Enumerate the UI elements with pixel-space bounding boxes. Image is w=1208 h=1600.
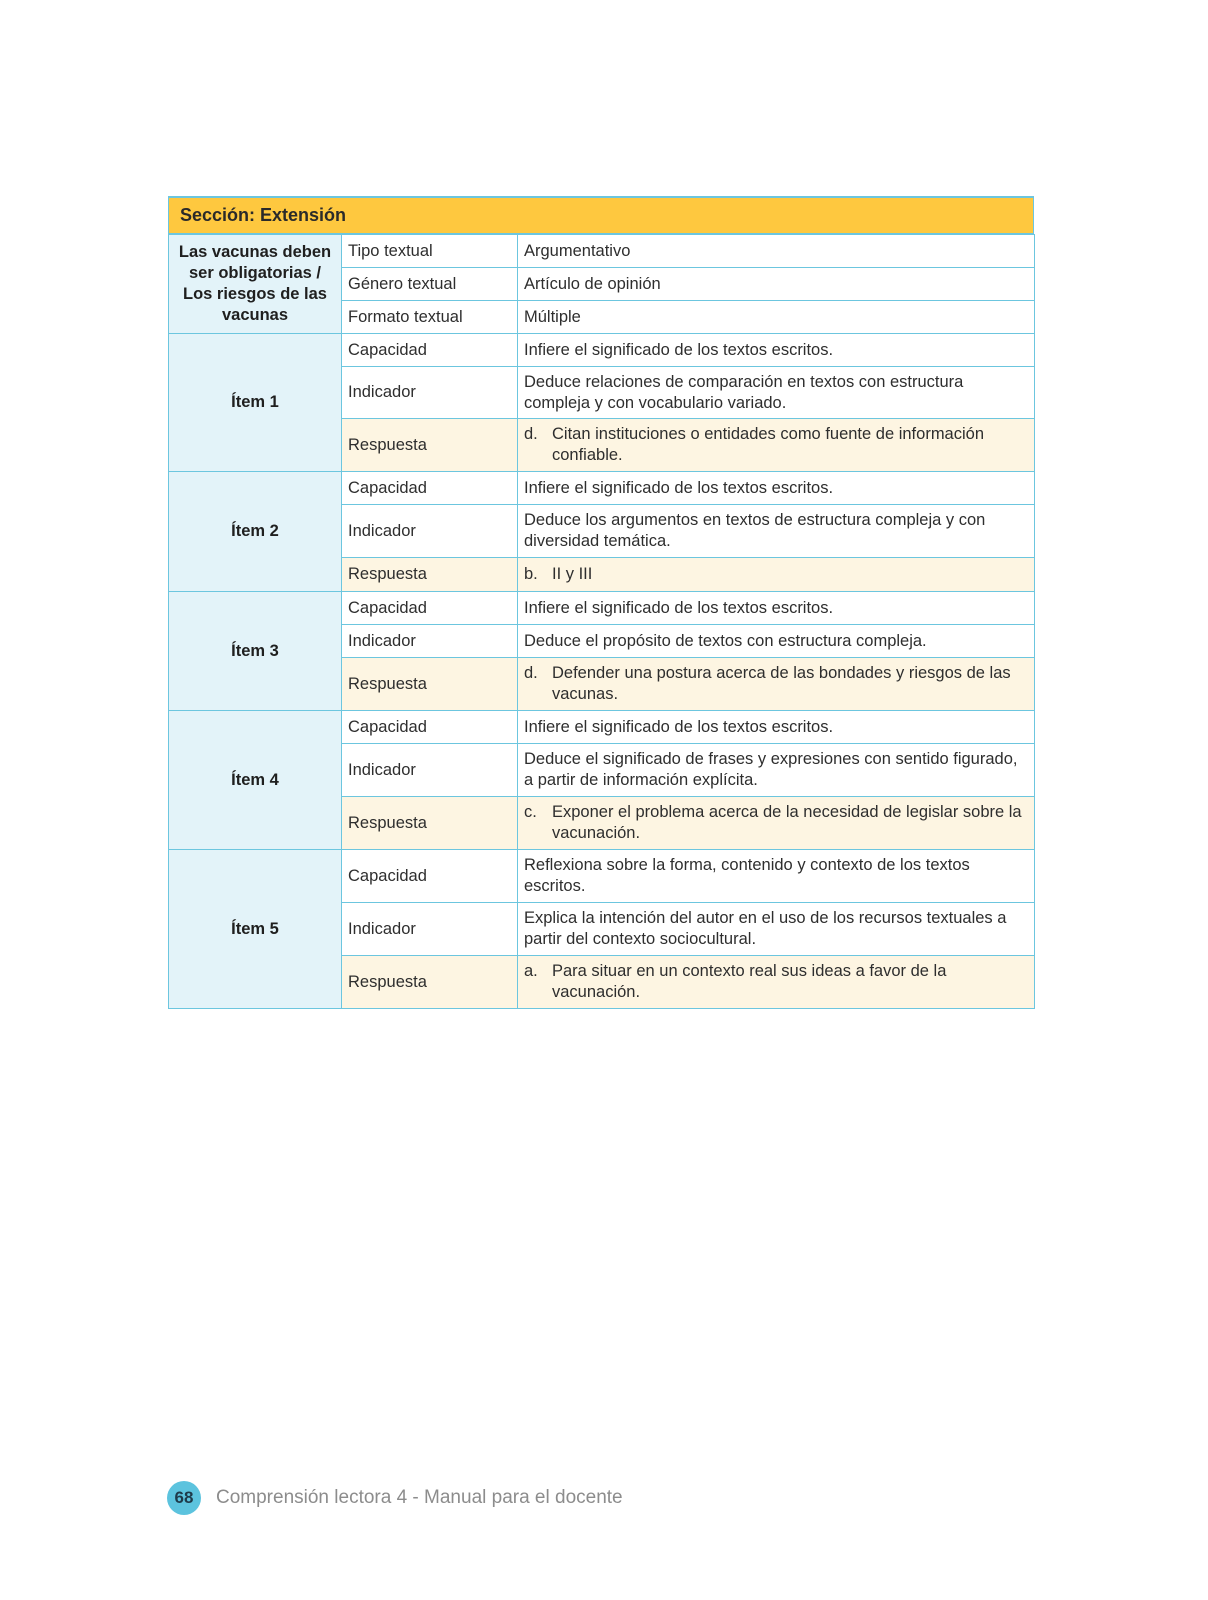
- evaluation-table-sheet: [168, 196, 1034, 1009]
- item-4-name: Ítem 4: [169, 711, 342, 850]
- indicador-label: Indicador: [342, 744, 518, 797]
- answer-text: Para situar en un contexto real sus ideas a favor de la vacunación.: [552, 962, 947, 1001]
- item-3-indicador: Deduce el propósito de textos con estructura compleja.: [518, 625, 1035, 658]
- capacidad-label: Capacidad: [342, 850, 518, 903]
- answer-letter: a.: [524, 962, 538, 980]
- indicador-label: Indicador: [342, 505, 518, 558]
- capacidad-label: Capacidad: [342, 472, 518, 505]
- item-2-respuesta: [518, 558, 1035, 592]
- section-title: Sección: Extensión: [168, 198, 1034, 234]
- item-5-indicador: Explica la intención del autor en el uso de los recursos textuales a partir del contexto sociocultural.: [518, 903, 1035, 956]
- reading-title: Las vacunas deben ser obligatorias / Los riesgos de las vacunas: [169, 235, 342, 334]
- indicador-label: Indicador: [342, 367, 518, 419]
- page-number: 68: [167, 1481, 201, 1515]
- item-5-respuesta: [518, 956, 1035, 1009]
- table-row: [169, 334, 1035, 367]
- footer-title: Comprensión lectora 4 - Manual para el docente: [216, 1487, 623, 1508]
- indicador-label: Indicador: [342, 625, 518, 658]
- item-2-indicador: Deduce los argumentos en textos de estructura compleja y con diversidad temática.: [518, 505, 1035, 558]
- item-3-name: Ítem 3: [169, 592, 342, 711]
- genero-textual-value: Artículo de opinión: [518, 268, 1035, 301]
- answer-text: Citan instituciones o entidades como fuente de información confiable.: [552, 425, 985, 464]
- genero-textual-label: Género textual: [342, 268, 518, 301]
- item-1-name: Ítem 1: [169, 334, 342, 472]
- answer-letter: c.: [524, 803, 537, 821]
- item-2-capacidad: Infiere el significado de los textos escritos.: [518, 472, 1035, 505]
- table-row: [169, 711, 1035, 744]
- item-1-capacidad: Infiere el significado de los textos escritos.: [518, 334, 1035, 367]
- respuesta-label: Respuesta: [342, 658, 518, 711]
- capacidad-label: Capacidad: [342, 711, 518, 744]
- formato-textual-label: Formato textual: [342, 301, 518, 334]
- table-row: [169, 472, 1035, 505]
- answer-letter: d.: [524, 425, 538, 443]
- respuesta-label: Respuesta: [342, 419, 518, 472]
- table-row: [169, 592, 1035, 625]
- answer-letter: b.: [524, 565, 538, 583]
- respuesta-label: Respuesta: [342, 558, 518, 592]
- answer-text: Defender una postura acerca de las bondades y riesgos de las vacunas.: [552, 664, 1011, 703]
- item-1-respuesta: [518, 419, 1035, 472]
- item-1-indicador: Deduce relaciones de comparación en textos con estructura compleja y con vocabulario variado.: [518, 367, 1035, 419]
- respuesta-label: Respuesta: [342, 797, 518, 850]
- item-4-capacidad: Infiere el significado de los textos escritos.: [518, 711, 1035, 744]
- item-5-capacidad: Reflexiona sobre la forma, contenido y contexto de los textos escritos.: [518, 850, 1035, 903]
- formato-textual-value: Múltiple: [518, 301, 1035, 334]
- item-3-respuesta: [518, 658, 1035, 711]
- indicador-label: Indicador: [342, 903, 518, 956]
- answer-text: Exponer el problema acerca de la necesidad de legislar sobre la vacunación.: [552, 803, 1022, 842]
- table-row: [169, 850, 1035, 903]
- table-row: [169, 235, 1035, 268]
- item-4-indicador: Deduce el significado de frases y expresiones con sentido figurado, a partir de información explícita.: [518, 744, 1035, 797]
- item-4-respuesta: [518, 797, 1035, 850]
- item-3-capacidad: Infiere el significado de los textos escritos.: [518, 592, 1035, 625]
- item-5-name: Ítem 5: [169, 850, 342, 1009]
- answer-letter: d.: [524, 664, 538, 682]
- capacidad-label: Capacidad: [342, 592, 518, 625]
- tipo-textual-value: Argumentativo: [518, 235, 1035, 268]
- page-footer: [167, 1481, 623, 1515]
- item-2-name: Ítem 2: [169, 472, 342, 592]
- evaluation-table: [168, 234, 1035, 1009]
- capacidad-label: Capacidad: [342, 334, 518, 367]
- answer-text: II y III: [552, 565, 593, 583]
- tipo-textual-label: Tipo textual: [342, 235, 518, 268]
- respuesta-label: Respuesta: [342, 956, 518, 1009]
